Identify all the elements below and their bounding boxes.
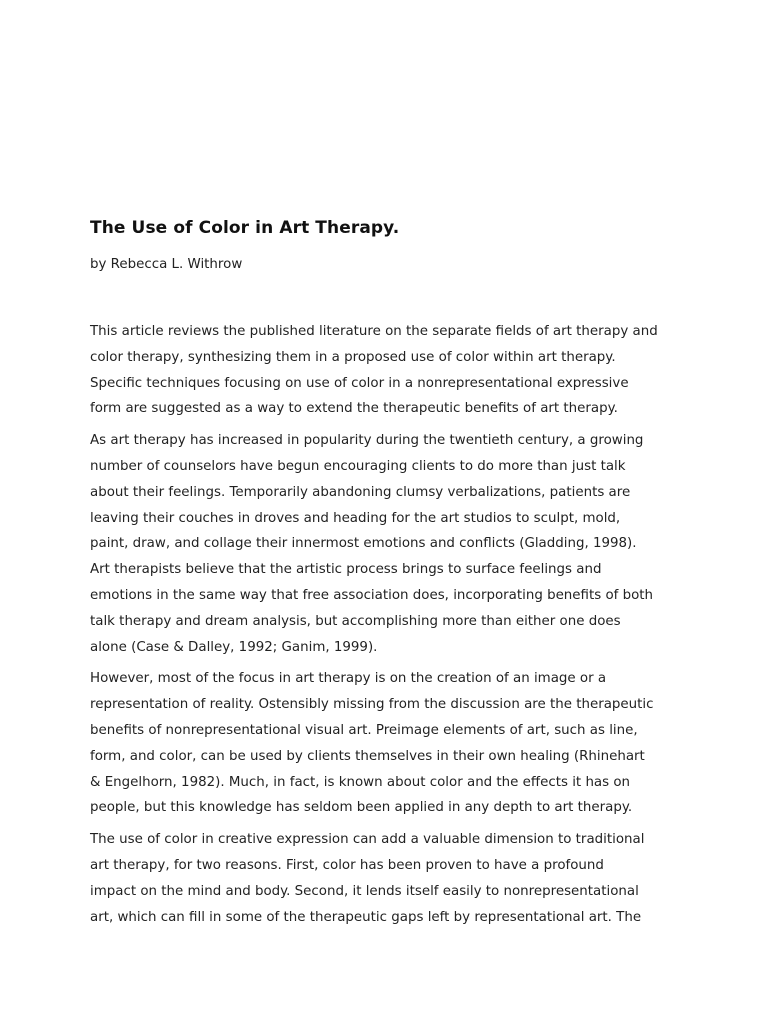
text-line: alone (Case & Dalley, 1992; Ganim, 1999). [90, 639, 378, 655]
text-line: paint, draw, and collage their innermost emotions and conflicts (Gladding, 1998). [90, 536, 637, 552]
article-body [90, 319, 690, 936]
paragraph-intro [90, 428, 690, 660]
paragraph-color-use [90, 827, 690, 930]
text-line: & Engelhorn, 1982). Much, in fact, is known about color and the effects it has on [90, 774, 631, 790]
text-line: form, and color, can be used by clients themselves in their own healing (Rhinehart [90, 748, 645, 764]
text-line: people, but this knowledge has seldom been applied in any depth to art therapy. [90, 800, 633, 816]
text-line: art, which can fill in some of the therapeutic gaps left by representational art. The [90, 909, 642, 925]
text-line: benefits of nonrepresentational visual art. Preimage elements of art, such as line, [90, 722, 638, 738]
text-line: talk therapy and dream analysis, but accomplishing more than either one does [90, 613, 621, 629]
article-byline: by Rebecca L. Withrow [90, 257, 243, 272]
text-line: leaving their couches in droves and heading for the art studios to sculpt, mold, [90, 510, 621, 526]
text-line: representation of reality. Ostensibly missing from the discussion are the therapeutic [90, 697, 654, 713]
text-line: color therapy, synthesizing them in a proposed use of color within art therapy. [90, 349, 616, 365]
text-line: Specific techniques focusing on use of color in a nonrepresentational expressive [90, 375, 629, 391]
text-line: emotions in the same way that free association does, incorporating benefits of both [90, 587, 654, 603]
text-line: number of counselors have begun encouraging clients to do more than just talk [90, 458, 626, 474]
text-line: art therapy, for two reasons. First, color has been proven to have a profound [90, 857, 604, 873]
text-line: Art therapists believe that the artistic process brings to surface feelings and [90, 562, 602, 578]
text-line: about their feelings. Temporarily abandoning clumsy verbalizations, patients are [90, 484, 631, 500]
paragraph-abstract [90, 319, 690, 422]
text-line: As art therapy has increased in popularity during the twentieth century, a growing [90, 433, 644, 449]
text-line: impact on the mind and body. Second, it lends itself easily to nonrepresentational [90, 883, 639, 899]
text-line: This article reviews the published literature on the separate fields of art therapy and [90, 324, 658, 339]
text-line: However, most of the focus in art therapy is on the creation of an image or a [90, 671, 607, 687]
article-title: The Use of Color in Art Therapy. [90, 218, 400, 238]
text-line: The use of color in creative expression can add a valuable dimension to traditional [90, 832, 645, 848]
text-line: form are suggested as a way to extend the therapeutic benefits of art therapy. [90, 401, 618, 417]
paragraph-focus [90, 666, 690, 821]
